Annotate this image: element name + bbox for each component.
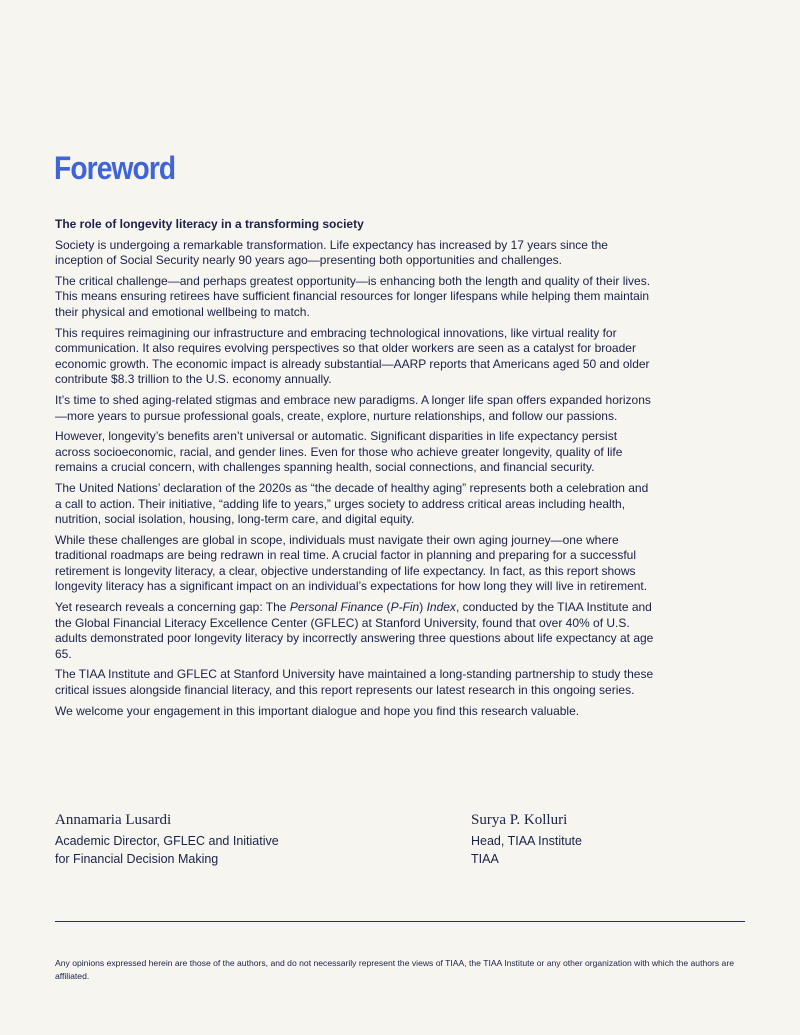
body-paragraph: Society is undergoing a remarkable transformation. Life expectancy has increased by 17 years since the inception of Social Security nearly 90 years ago—presenting both opportunities and challenges. <box>55 237 608 268</box>
signatory-name: Annamaria Lusardi <box>55 812 172 828</box>
index-abbrev-italic: P-Fin <box>390 600 420 615</box>
body-paragraph: The TIAA Institute and GFLEC at Stanford University have maintained a long-standing partnership to study these critical issues alongside financial literacy, and this report represents our latest research in this ongoing series. <box>55 667 654 698</box>
index-name-italic: Personal Finance <box>289 600 384 615</box>
signatory-title: Academic Director, GFLEC and Initiative <box>55 834 279 848</box>
body-paragraph: While these challenges are global in scope, individuals must navigate their own aging journey—one where traditional roadmaps are being redrawn in real time. A crucial factor in planning and preparing for a successful retirement is longevity literacy, a clear, objective understanding of life expectancy. In fact, as this report shows longevity literacy has a significant impact on an individual’s expectations for how long they will live in retirement. <box>55 532 648 594</box>
footer-divider <box>55 921 745 922</box>
signature-lusardi <box>55 810 355 868</box>
foreword-body <box>55 217 655 724</box>
body-paragraph: The critical challenge—and perhaps greatest opportunity—is enhancing both the length and quality of their lives. This means ensuring retirees have sufficient financial resources for longer lifespans while helping them maintain their physical and emotional wellbeing to match. <box>55 273 651 319</box>
disclaimer-text: Any opinions expressed herein are those of the authors, and do not necessarily represent the views of TIAA, the TIAA Institute or any other organization with which the authors are affiliated. <box>55 958 734 981</box>
signatory-name: Surya P. Kolluri <box>471 812 568 828</box>
index-word-italic: Index <box>426 600 456 615</box>
body-paragraph: It’s time to shed aging-related stigmas and embrace new paradigms. A longer life span offers expanded horizons—more years to pursue professional goals, create, explore, nurture relationships, and follow our passions. <box>55 392 651 423</box>
research-paragraph <box>55 600 655 662</box>
research-text-paren-open: ( <box>383 600 391 615</box>
research-text-after: , conducted by the TIAA Institute and the Global Financial Literacy Excellence Center (GFLEC) at Stanford University, found that over 40% of U.S. adults demonstrated poor longevity literacy by incorrectly answering three questions about life expectancy at age 65. <box>55 600 654 661</box>
signatory-organization: TIAA <box>471 852 499 866</box>
section-subheading: The role of longevity literacy in a transforming society <box>55 217 364 231</box>
signatory-title: Head, TIAA Institute <box>471 834 582 848</box>
research-text-paren-close: ) <box>419 600 427 615</box>
body-paragraph: This requires reimagining our infrastructure and embracing technological innovations, like virtual reality for communication. It also requires evolving perspectives so that older workers are seen as a catalyst for broader economic growth. The economic impact is already substantial—AARP reports that Americans aged 50 and older contribute $8.3 trillion to the U.S. economy annually. <box>55 325 650 387</box>
body-paragraph: However, longevity’s benefits aren’t universal or automatic. Significant disparities in life expectancy persist across socioeconomic, racial, and gender lines. Even for those who achieve greater longevity, quality of life remains a crucial concern, with challenges spanning health, social connections, and financial security. <box>55 429 623 475</box>
body-paragraph: The United Nations’ declaration of the 2020s as “the decade of healthy aging” represents both a celebration and a call to action. Their initiative, “adding life to years,” urges society to address critical areas including health, nutrition, social isolation, housing, long-term care, and digital equity. <box>55 480 649 527</box>
body-paragraph: We welcome your engagement in this important dialogue and hope you find this research valuable. <box>55 703 580 718</box>
research-text-before: Yet research reveals a concerning gap: The <box>55 600 290 615</box>
page-title: Foreword <box>54 150 176 186</box>
signature-kolluri <box>471 810 731 868</box>
signature-block <box>55 810 745 870</box>
signatory-title: for Financial Decision Making <box>55 852 219 866</box>
